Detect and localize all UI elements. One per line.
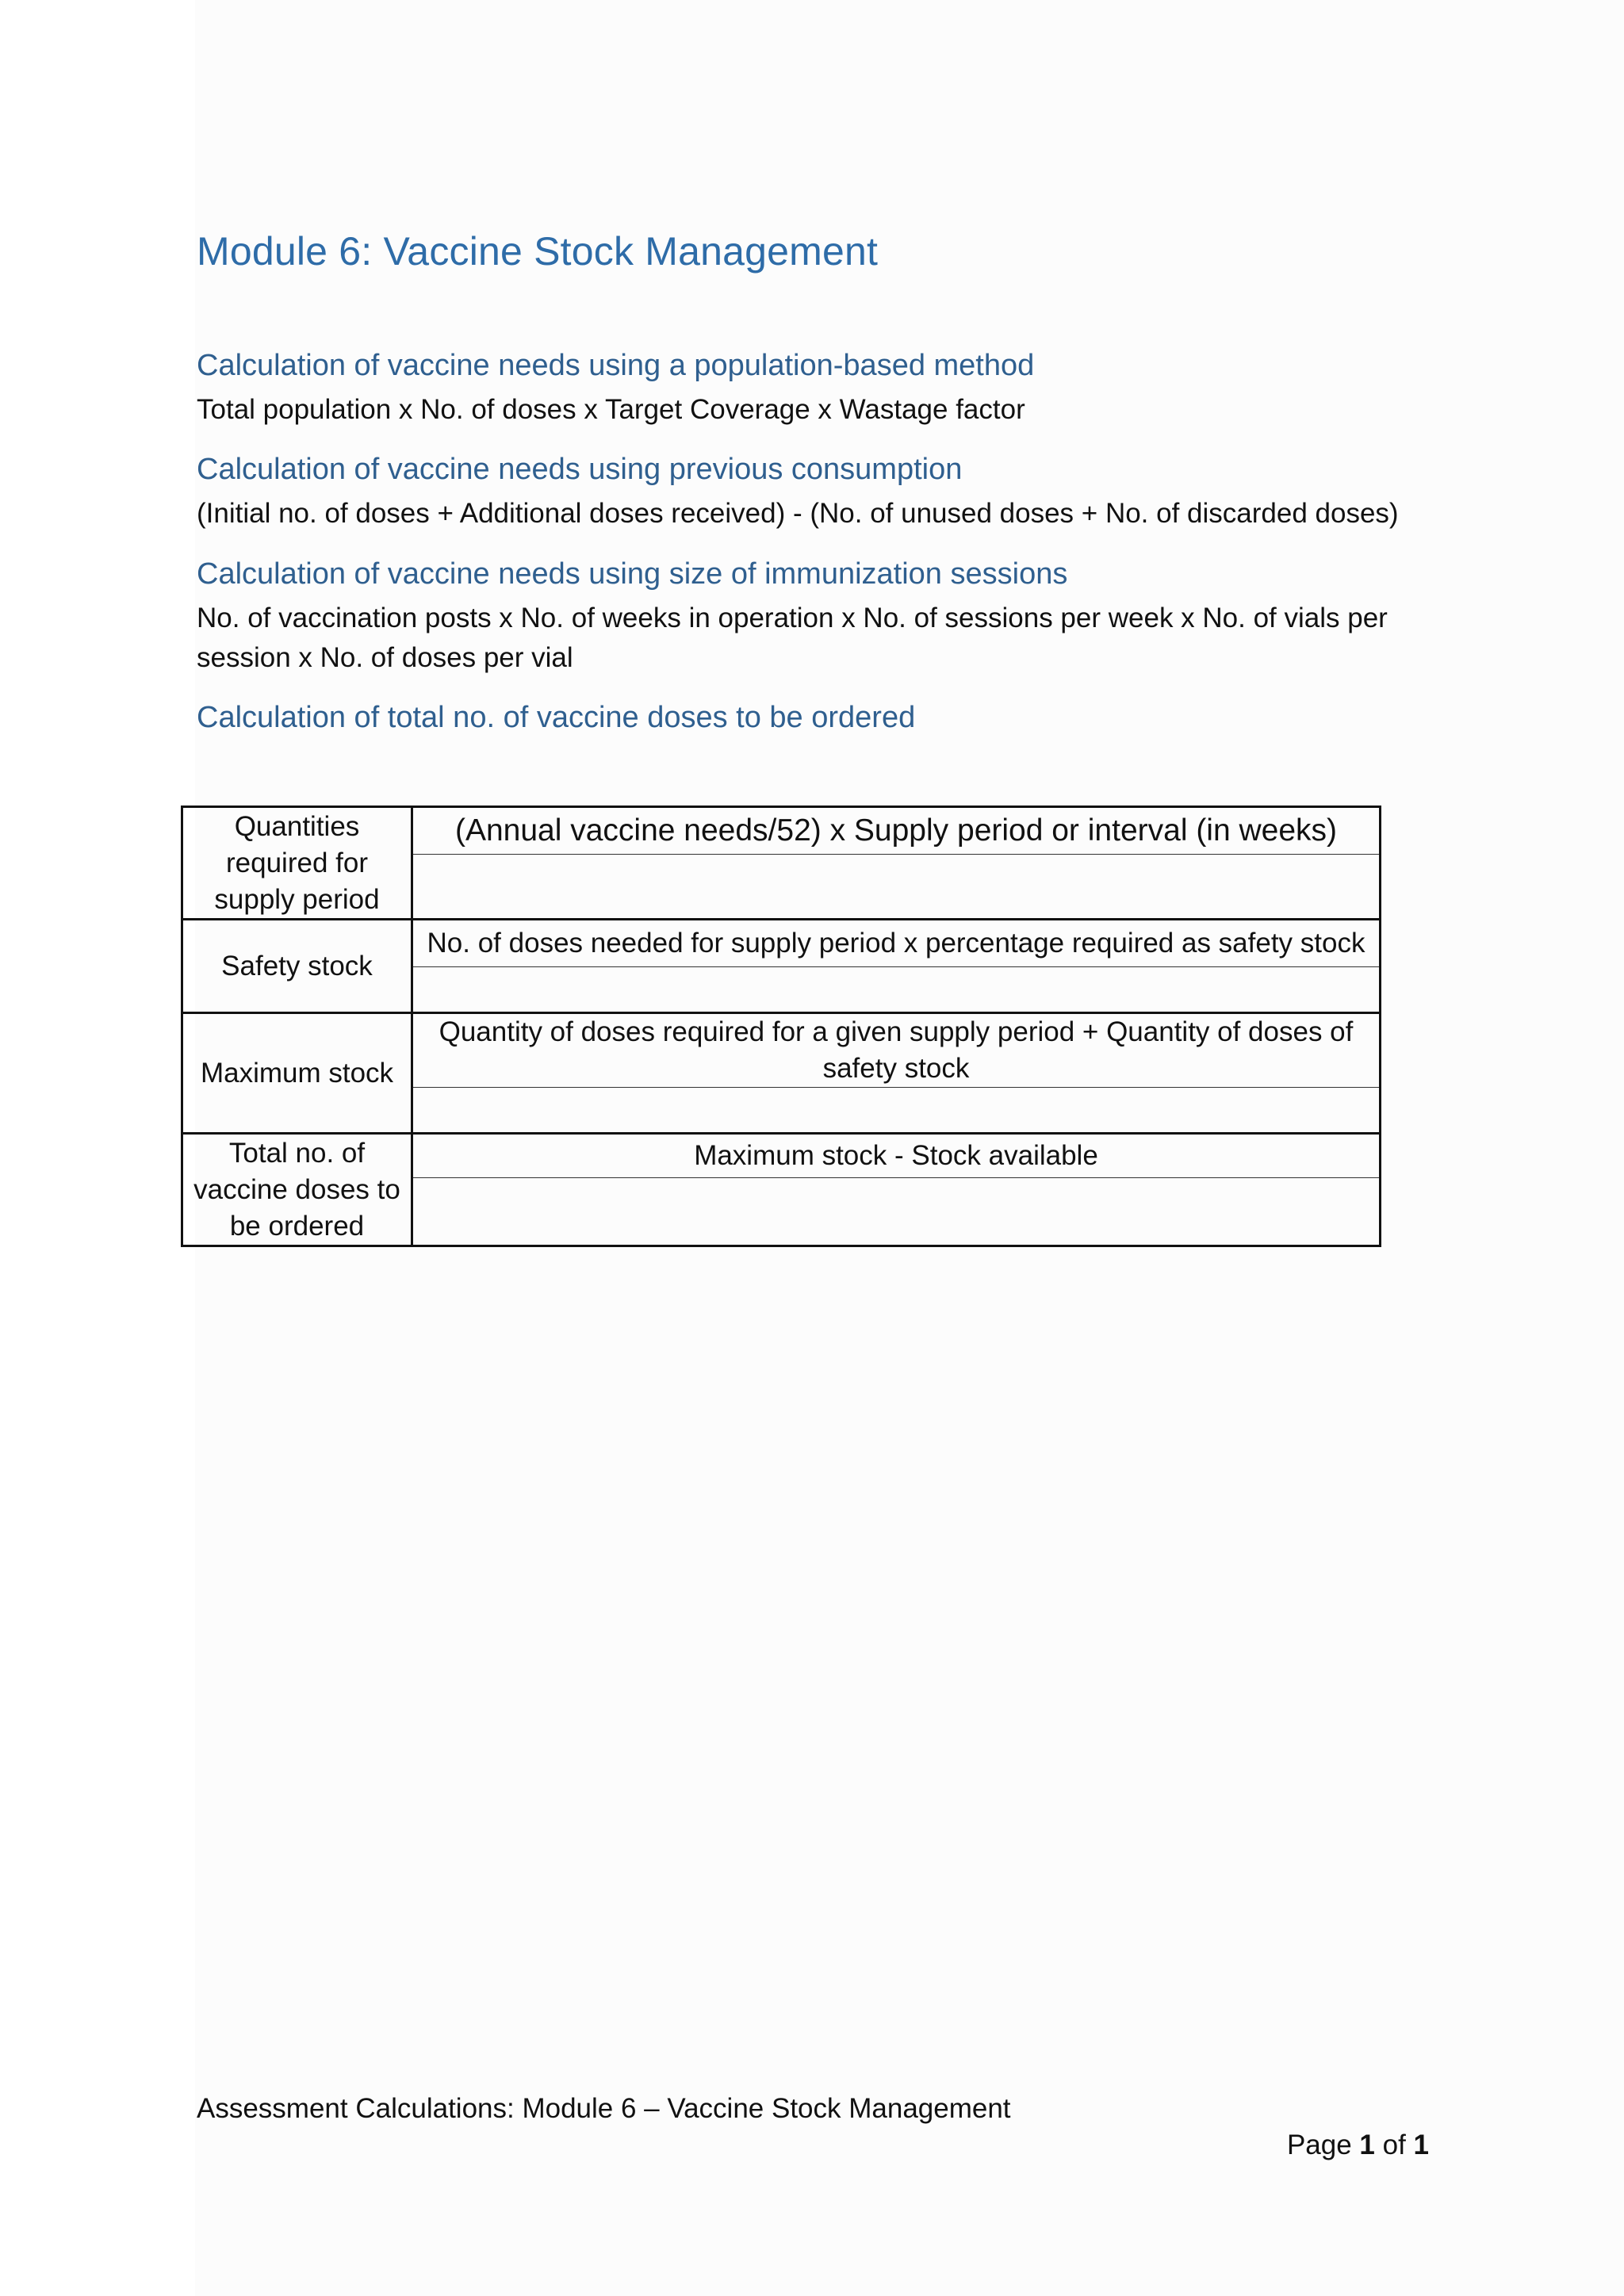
row-label-maximum-stock: Maximum stock	[182, 1013, 412, 1134]
table-row	[182, 920, 1381, 967]
formula-sessions: No. of vaccination posts x No. of weeks in operation x No. of sessions per week x No. of vials per session x No. of doses per vial	[197, 603, 1388, 673]
table-row	[182, 1134, 1381, 1178]
page-current: 1	[1359, 2130, 1375, 2160]
table-row	[182, 1013, 1381, 1088]
row-formula-maximum-stock: Quantity of doses required for a given supply period + Quantity of doses of safety stock	[412, 1013, 1381, 1088]
row-label-safety-stock: Safety stock	[182, 920, 412, 1013]
section-heading-sessions: Calculation of vaccine needs using size of immunization sessions	[197, 557, 1068, 591]
formula-consumption: (Initial no. of doses + Additional doses received) - (No. of unused doses + No. of discarded doses)	[197, 498, 1399, 529]
row-value-quantities[interactable]	[412, 855, 1381, 920]
row-formula-quantities: (Annual vaccine needs/52) x Supply period or interval (in weeks)	[412, 807, 1381, 855]
section-heading-population: Calculation of vaccine needs using a population-based method	[197, 349, 1035, 382]
page-of: of	[1374, 2130, 1414, 2160]
formula-population: Total population x No. of doses x Target Coverage x Wastage factor	[197, 394, 1025, 425]
row-value-maximum-stock[interactable]	[412, 1088, 1381, 1134]
page-number	[1287, 2130, 1429, 2161]
page-title: Module 6: Vaccine Stock Management	[197, 229, 879, 274]
row-formula-total-doses: Maximum stock - Stock available	[412, 1134, 1381, 1178]
row-label-total-doses: Total no. of vaccine doses to be ordered	[182, 1134, 412, 1246]
section-heading-total-doses: Calculation of total no. of vaccine doses to be ordered	[197, 701, 916, 734]
row-value-safety-stock[interactable]	[412, 967, 1381, 1013]
footer-title: Assessment Calculations: Module 6 – Vaccine Stock Management	[197, 2093, 1011, 2124]
table-row	[182, 807, 1381, 855]
row-value-total-doses[interactable]	[412, 1178, 1381, 1246]
row-label-quantities: Quantities required for supply period	[182, 807, 412, 920]
page-prefix: Page	[1286, 2130, 1360, 2160]
stock-calculation-table	[181, 806, 1381, 1247]
row-formula-safety-stock: No. of doses needed for supply period x percentage required as safety stock	[412, 920, 1381, 967]
page-total: 1	[1413, 2130, 1429, 2160]
section-heading-consumption: Calculation of vaccine needs using previous consumption	[197, 453, 963, 486]
